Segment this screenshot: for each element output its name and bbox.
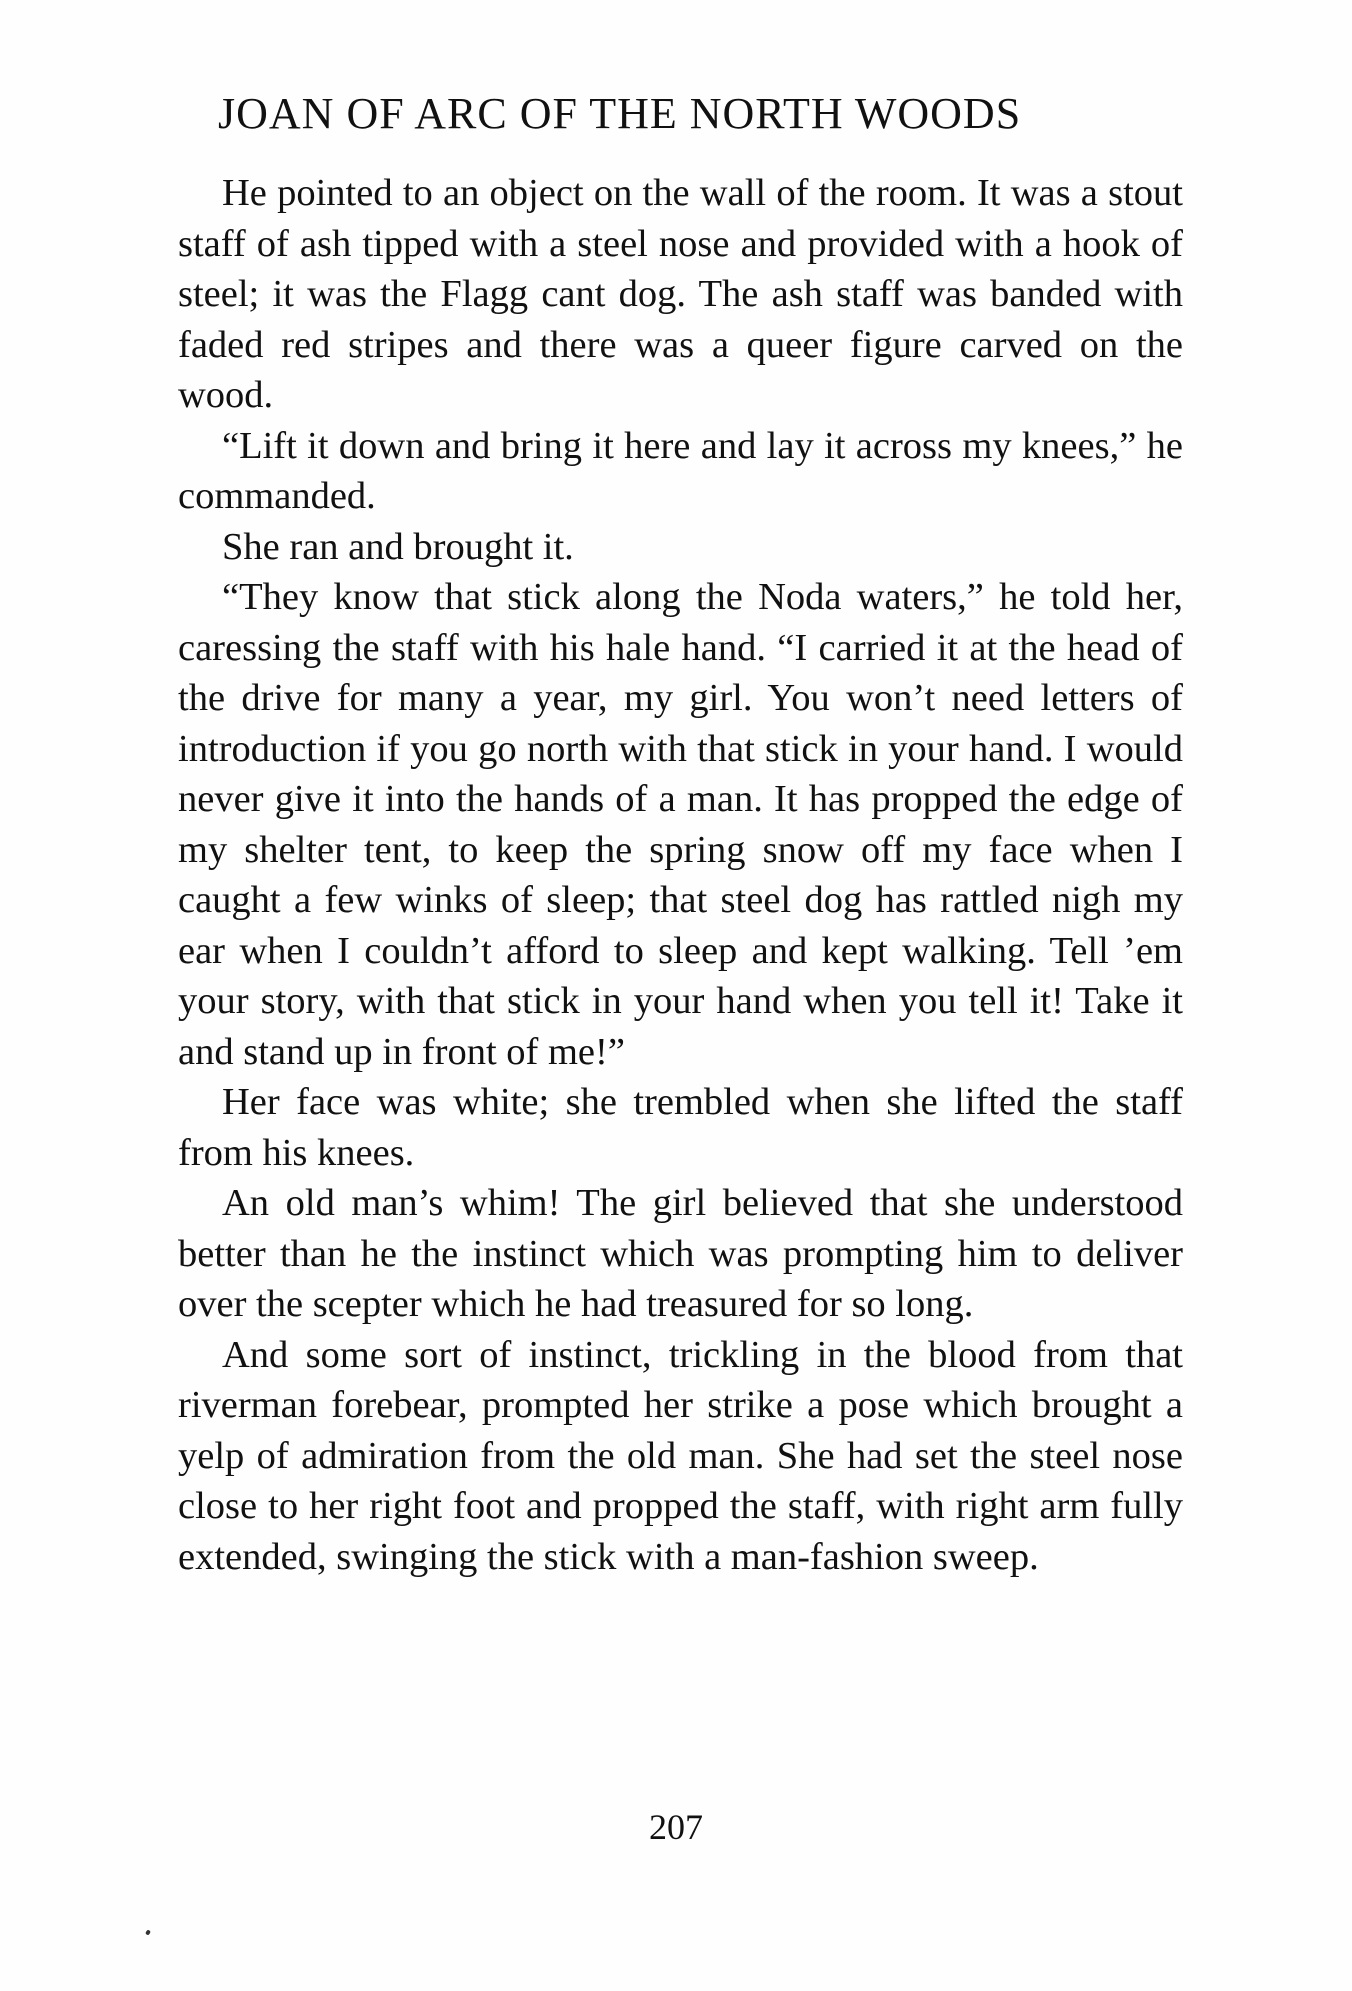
page-number: 207	[649, 1807, 703, 1847]
paragraph: Her face was white; she trembled when she lifted the staff from his knees.	[178, 1081, 1183, 1174]
body-text	[178, 168, 1183, 1582]
paragraph: An old man’s whim! The girl believed that she understood better than he the instinct which was prompting him to deliver over the scepter which he had treasured for so long.	[178, 1182, 1183, 1325]
paragraph: And some sort of instinct, trickling in the blood from that riverman forebear, prompted her strike a pose which brought a yelp of admiration from the old man. She had set the steel nose close to her right foot and propped the staff, with right arm fully extended, swinging the stick with a man-fashion sweep.	[178, 1333, 1183, 1578]
paragraph: She ran and brought it.	[222, 525, 574, 568]
running-title: JOAN OF ARC OF THE NORTH WOODS	[218, 89, 1022, 138]
paragraph: “Lift it down and bring it here and lay it across my knees,” he commanded.	[178, 424, 1183, 517]
ink-speck	[145, 1929, 151, 1935]
paragraph: He pointed to an object on the wall of the room. It was a stout staff of ash tipped with a steel nose and provided with a hook of steel; it was the Flagg cant dog. The ash staff was banded with faded red stripes and there was a queer figure carved on the wood.	[178, 172, 1183, 416]
paragraph: “They know that stick along the Noda waters,” he told her, caressing the staff with his hale hand. “I carried it at the head of the drive for many a year, my girl. You won’t need letters of introduction if you go north with that stick in your hand. I would never give it into the hands of a man. It has propped the edge of my shelter tent, to keep the spring snow off my face when I caught a few winks of sleep; that steel dog has rattled nigh my ear when I couldn’t afford to sleep and kept walking. Tell ’em your story, with that stick in your hand when you tell it! Take it and stand up in front of me!”	[178, 576, 1183, 1073]
